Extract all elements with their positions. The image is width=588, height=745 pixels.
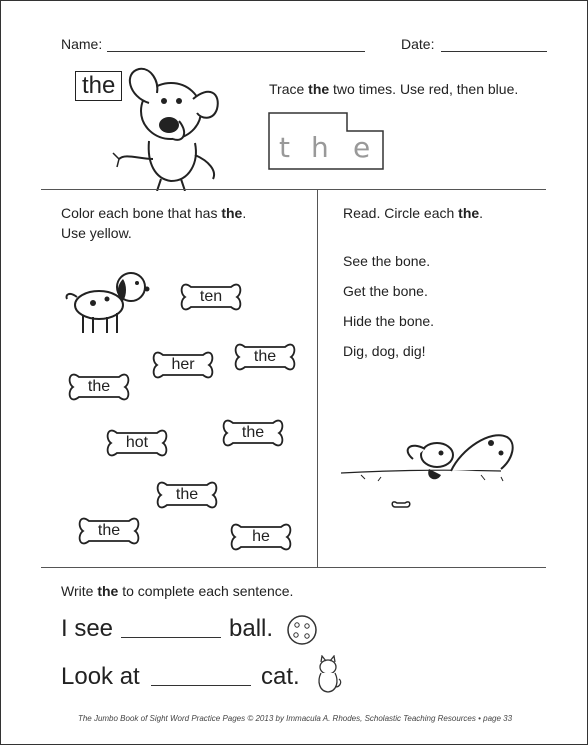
bone-word: the bbox=[253, 348, 277, 365]
divider-vertical bbox=[317, 189, 318, 567]
bone-5[interactable] bbox=[105, 423, 169, 463]
bone-word: the bbox=[97, 522, 121, 539]
trace-instruction: Trace the two times. Use red, then blue. bbox=[269, 81, 519, 97]
bone-7[interactable] bbox=[155, 475, 219, 515]
color-instruction: Color each bone that has the. Use yellow. bbox=[61, 205, 247, 241]
bone-word: her bbox=[171, 356, 195, 373]
bone-1[interactable] bbox=[179, 277, 243, 317]
date-field[interactable] bbox=[441, 51, 547, 52]
bone-2[interactable] bbox=[151, 345, 215, 385]
divider-bottom bbox=[41, 567, 546, 568]
name-field[interactable] bbox=[107, 51, 365, 52]
sentence-1-start: I see bbox=[61, 615, 114, 642]
elephant-illustration bbox=[109, 63, 233, 191]
bone-word: he bbox=[252, 528, 270, 545]
footer-credit: The Jumbo Book of Sight Word Practice Pages © 2013 by Immacula A. Rhodes, Scholastic Teaching Resources • page 33 bbox=[77, 714, 513, 723]
sentence-1[interactable]: See the bone. bbox=[343, 253, 431, 269]
name-label: Name: bbox=[61, 36, 103, 52]
sentence-2-start: Look at bbox=[61, 663, 140, 690]
ball-icon bbox=[285, 613, 319, 647]
write-instruction: Write the to complete each sentence. bbox=[61, 583, 294, 599]
digging-dog-illustration bbox=[341, 419, 521, 523]
puppy-illustration bbox=[63, 267, 155, 339]
date-label: Date: bbox=[401, 36, 435, 52]
bone-3[interactable] bbox=[233, 337, 297, 377]
sentence-2-end: cat. bbox=[261, 663, 300, 690]
bone-word: the bbox=[87, 378, 111, 395]
sentence-3[interactable]: Hide the bone. bbox=[343, 313, 435, 329]
read-instruction: Read. Circle each the. bbox=[343, 205, 484, 221]
bone-word: the bbox=[175, 486, 199, 503]
bone-8[interactable] bbox=[77, 511, 141, 551]
sight-word: the bbox=[82, 72, 116, 99]
bone-6[interactable] bbox=[221, 413, 285, 453]
trace-letter-t: t bbox=[279, 131, 290, 164]
bone-word: the bbox=[241, 424, 265, 441]
bone-word: ten bbox=[199, 288, 223, 305]
cat-icon bbox=[313, 655, 343, 695]
divider-top bbox=[41, 189, 546, 190]
answer-blank-1[interactable] bbox=[121, 637, 221, 638]
bone-4[interactable] bbox=[67, 367, 131, 407]
sentence-4[interactable]: Dig, dog, dig! bbox=[343, 343, 426, 359]
sentence-list bbox=[343, 246, 434, 366]
answer-blank-2[interactable] bbox=[151, 685, 251, 686]
bone-word: hot bbox=[125, 434, 149, 451]
bone-9[interactable] bbox=[229, 517, 293, 557]
trace-letter-h: h bbox=[311, 131, 329, 164]
sentence-2[interactable]: Get the bone. bbox=[343, 283, 428, 299]
trace-letter-e: e bbox=[353, 131, 371, 164]
sentence-1-end: ball. bbox=[229, 615, 274, 642]
